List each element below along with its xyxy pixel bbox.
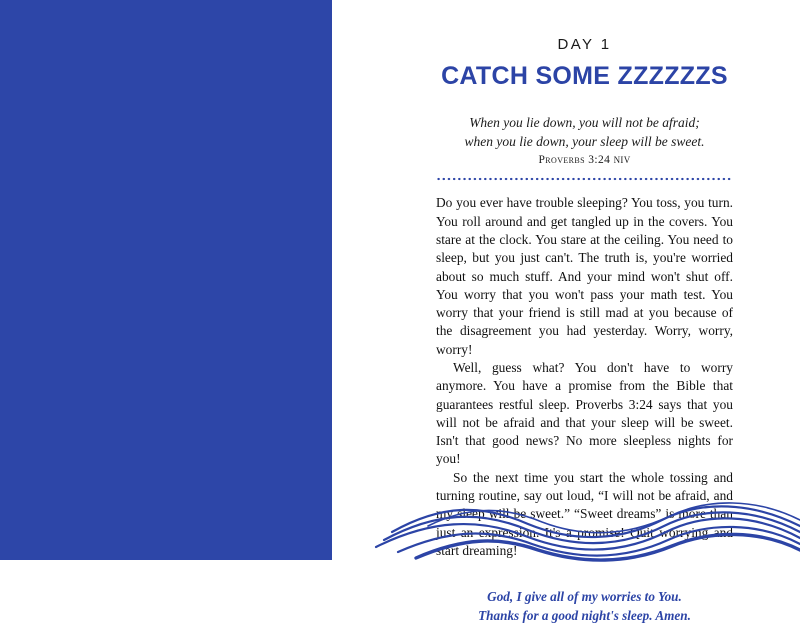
page-title: CATCH SOME ZZZZZZS (441, 62, 728, 90)
day-label: DAY 1 (557, 36, 612, 53)
verse-reference-text: Proverbs 3:24 (538, 154, 611, 167)
verse-version-text: NIV (613, 155, 631, 166)
verse-line-1: When you lie down, you will not be afraid; (469, 115, 700, 130)
verse-line-2: when you lie down, your sleep will be sweet. (464, 134, 705, 150)
wavy-lines-icon (332, 480, 800, 560)
body-paragraph-2: Well, guess what? You don't have to worry anymore. You have a promise from the Bible that guarantees restful sleep. Proverbs 3:24 says that you will not be afraid and that your sleep will be sweet. Isn't that good news? No more sleepless nights for you! (436, 359, 733, 467)
body-paragraph-3: So the next time you start the whole tossing and turning routine, say out loud, “I will not be afraid, and my sleep will be sweet.” “Sweet dreams” is more than just an expression. It's a promise! Quit worrying and start dreaming! (436, 469, 733, 558)
dotted-divider (436, 177, 733, 181)
prayer-line-2: Thanks for a good night's sleep. Amen. (478, 607, 691, 623)
prayer-line-1: God, I give all of my worries to You. (487, 589, 682, 605)
right-page (332, 0, 800, 623)
left-blue-panel (0, 0, 332, 560)
wave-decoration (332, 480, 800, 560)
body-paragraph-1: Do you ever have trouble sleeping? You toss, you turn. You roll around and get tangled up in the covers. You stare at the clock. You stare at the ceiling. You need to sleep, but you just can't. The truth is, you're worried about so much stuff. And your mind won't shut off. You worry that you won't pass your math test. You worry that your friend is still mad at you because of the disagreement you had yesterday. Worry, worry, worry! (436, 195, 733, 357)
prayer-text (436, 588, 733, 625)
verse-reference (436, 154, 733, 166)
scripture-verse (436, 113, 733, 151)
